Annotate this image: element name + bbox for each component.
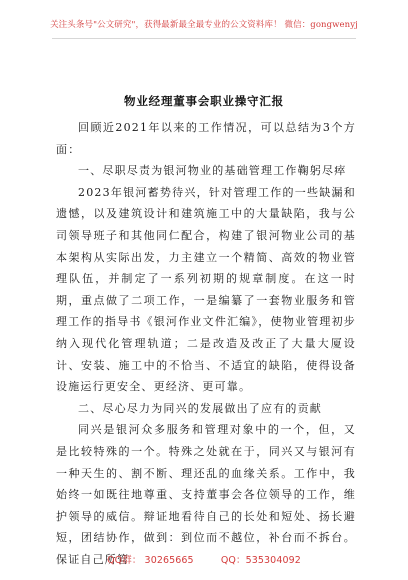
footer-qq: QQ：535304092: [220, 555, 301, 566]
paragraph-section-2: 同兴是银河众多服务和管理对象中的一个，但，又是比较特殊的一个。特殊之处就在于，同兴又与银河有一种天生的、割不断、理还乱的血缘关系。工作中，我始终一如既往地尊重、支持董事会各位领导的工作，维护领导的威信。辩证地看待自己的长处和短处、扬长避短，团结协作，做到：到位而不越位，补台而不拆台。保证自己所管: [56, 423, 356, 566]
paragraph-intro: 回顾近2021年以来的工作情况，可以总结为3个方面：: [56, 121, 356, 156]
header-divider: [52, 38, 356, 39]
section-heading-2: 二、尽心尽力为同兴的发展做出了应有的贡献: [78, 401, 322, 415]
header-note: 关注头条号"公文研究"，获得最新最全最专业的公文资料库！ 微信：gongwenyj: [50, 20, 358, 30]
document-body: [56, 117, 356, 570]
footer-contact: [0, 552, 408, 566]
document-title: 物业经理董事会职业操守汇报: [124, 94, 284, 108]
paragraph-section-1: 2023年银河蓄势待兴，针对管理工作的一些缺漏和遗憾，以及建筑设计和建筑施工中的大量缺陷，我与公司领导班子和其他同仁配合，构建了银河物业公司的基本架构从实际出发，力主建立一个精简、高效的物业管理队伍，并制定了一系列初期的规章制度。在这一时期，重点做了二项工作，一是编纂了一套物业服务和管理工作的指导书《银河作业文件汇编》，使物业管理初步纳入现代化管理轨道；二是改造及改正了大量大厦设计、安装、施工中的不恰当、不适宜的缺陷，使得设备设施运行更安全、更经济、更可靠。: [56, 185, 356, 394]
section-heading-1: 一、尽职尽责为银河物业的基础管理工作鞠躬尽瘁: [78, 164, 347, 178]
footer-qq-group: QQ群： 30265665: [107, 555, 194, 566]
